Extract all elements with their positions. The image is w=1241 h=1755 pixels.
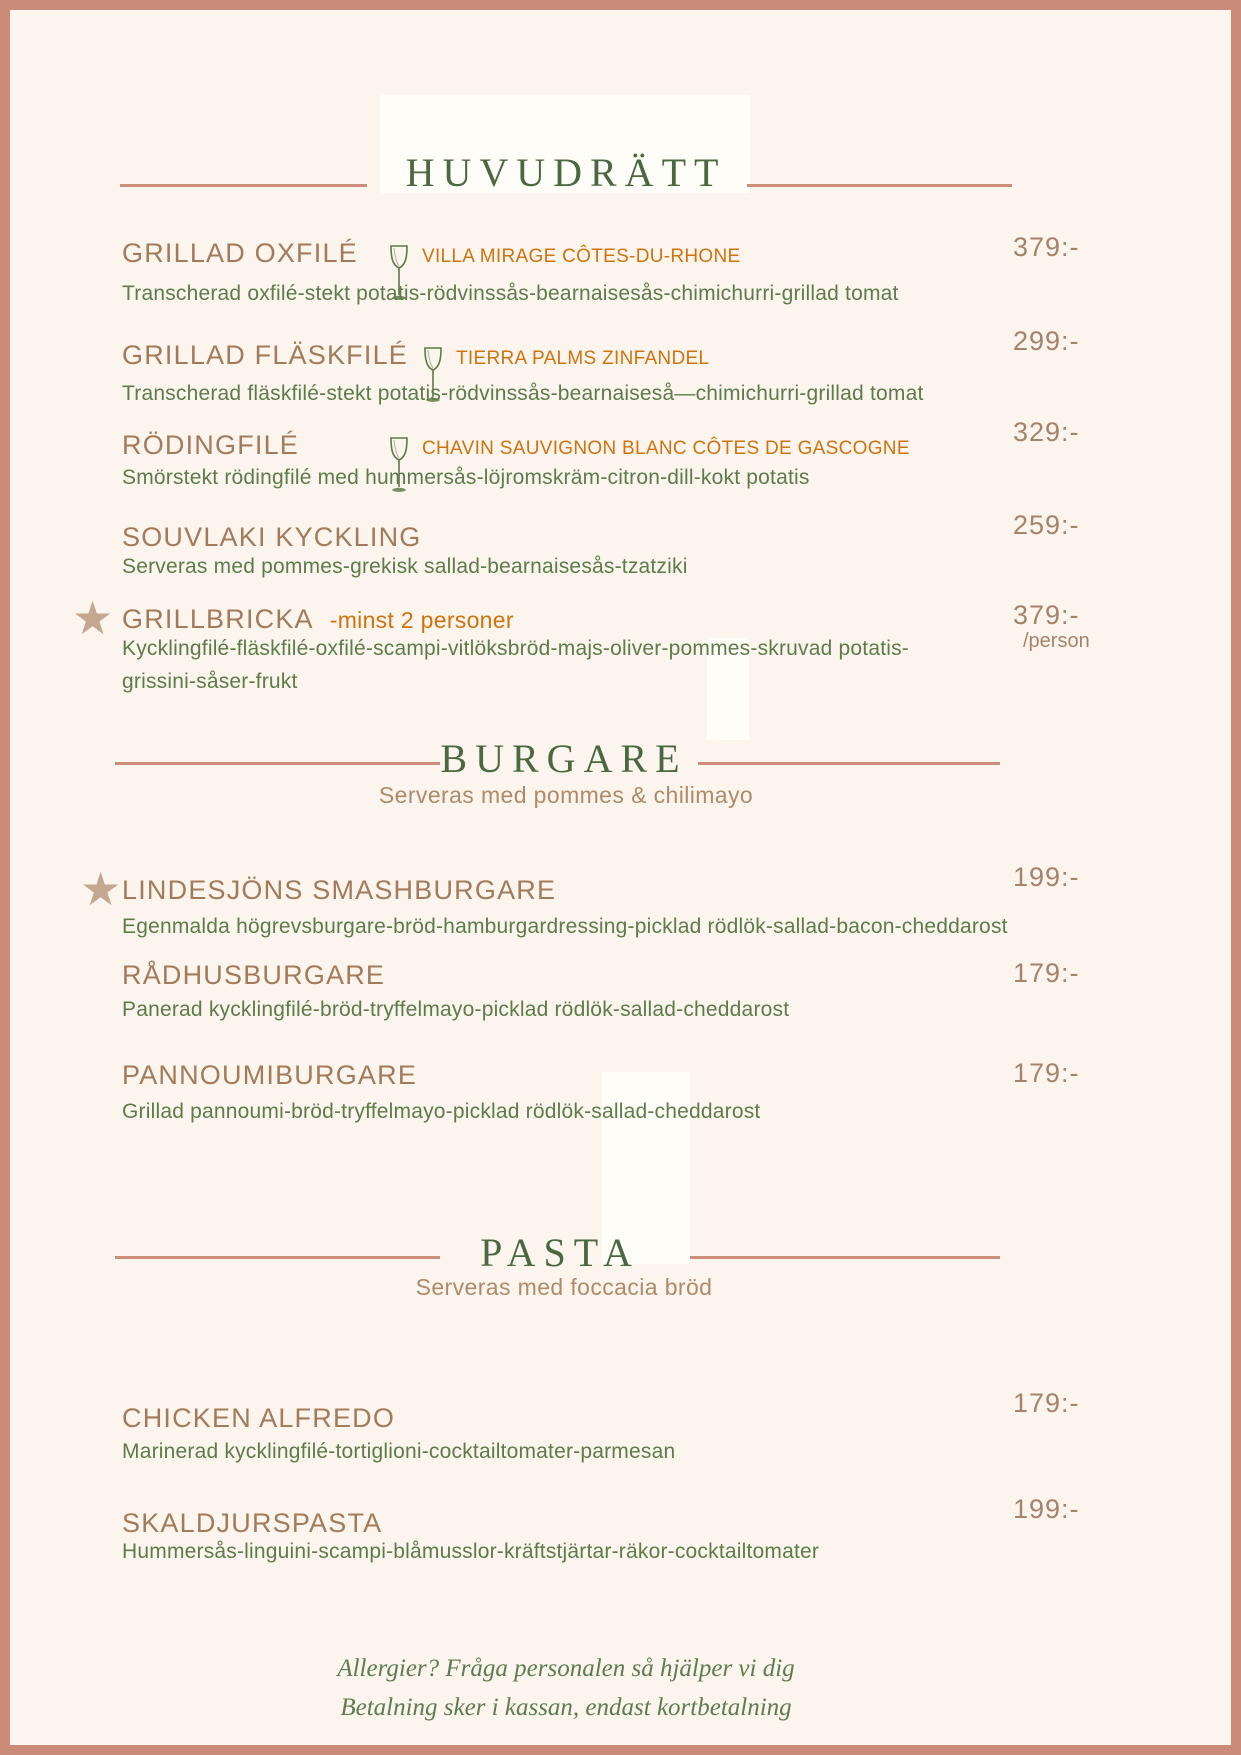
heading-line-right [747, 184, 1012, 187]
price-unit: /person [1023, 630, 1090, 652]
heading-line-right [690, 1256, 1000, 1259]
item-title-row [122, 604, 514, 635]
item-price: 199:- [1013, 862, 1080, 892]
item-price: 379:- [1013, 232, 1080, 262]
item-name: LINDESJÖNS SMASHBURGARE [122, 875, 557, 905]
item-price: 199:- [1013, 1494, 1080, 1524]
item-name: SKALDJURSPASTA [122, 1508, 383, 1538]
section-title-pasta: PASTA [480, 1230, 640, 1275]
item-title-row [122, 1508, 382, 1539]
item-description: Marinerad kycklingfilé-tortiglioni-cocktailtomater-parmesan [122, 1440, 676, 1463]
item-description-line2: grissini-såser-frukt [122, 670, 298, 693]
wine-pairing: TIERRA PALMS ZINFANDEL [456, 348, 710, 369]
item-description: Smörstekt rödingfilé med hummersås-löjromskräm-citron-dill-kokt potatis [122, 466, 810, 489]
item-price: 379:- [1013, 600, 1080, 630]
item-title-row [122, 960, 385, 991]
item-name: RÅDHUSBURGARE [122, 960, 386, 990]
item-title-row [122, 1060, 417, 1091]
item-price: 179:- [1013, 1058, 1080, 1088]
heading-line-left [120, 184, 367, 187]
item-note: -minst 2 personer [329, 607, 514, 633]
item-description: Transcherad fläskfilé-stekt potatis-rödvinssås-bearnaiseså—chimichurri-grillad tomat [122, 382, 924, 405]
item-name: GRILLBRICKA [122, 604, 314, 634]
item-name: RÖDINGFILÉ [122, 430, 300, 460]
item-description: Egenmalda högrevsburgare-bröd-hamburgardressing-picklad rödlök-sallad-bacon-cheddarost [122, 915, 1008, 938]
footer-allergy-note: Allergier? Fråga personalen så hjälper vi dig [337, 1655, 795, 1682]
item-name: CHICKEN ALFREDO [122, 1403, 396, 1433]
section-title-burgare: BURGARE [440, 736, 688, 781]
footer-payment-note: Betalning sker i kassan, endast kortbetalning [340, 1694, 792, 1721]
item-price: 179:- [1013, 958, 1080, 988]
item-name: GRILLAD OXFILÉ [122, 238, 358, 268]
wine-pairing: CHAVIN SAUVIGNON BLANC CÔTES DE GASCOGNE [422, 438, 910, 459]
item-title-row [122, 1403, 395, 1434]
item-description: Hummersås-linguini-scampi-blåmusslor-kräftstjärtar-räkor-cocktailtomater [122, 1540, 820, 1563]
item-price: 179:- [1013, 1388, 1080, 1418]
item-description: Serveras med pommes-grekisk sallad-bearnaisesås-tzatziki [122, 555, 688, 578]
wine-pairing: VILLA MIRAGE CÔTES-DU-RHONE [422, 246, 741, 267]
section-subtitle: Serveras med foccacia bröd [415, 1274, 713, 1300]
item-name: GRILLAD FLÄSKFILÉ [122, 340, 408, 370]
heading-line-left [115, 762, 440, 765]
item-price: 259:- [1013, 510, 1080, 540]
section-title-huvudratt: HUVUDRÄTT [405, 150, 727, 195]
item-title-row [122, 875, 556, 906]
item-name: SOUVLAKI KYCKLING [122, 522, 422, 552]
item-description: Grillad pannoumi-bröd-tryffelmayo-picklad rödlök-sallad-cheddarost [122, 1100, 761, 1123]
item-name: PANNOUMIBURGARE [122, 1060, 418, 1090]
heading-line-right [698, 762, 1000, 765]
item-price: 299:- [1013, 326, 1080, 356]
item-title-row [122, 522, 422, 553]
star-icon: ★ [72, 592, 114, 644]
item-description: Transcherad oxfilé-stekt potatis-rödvinssås-bearnaisesås-chimichurri-grillad tomat [122, 282, 899, 305]
section-subtitle: Serveras med pommes & chilimayo [378, 782, 754, 808]
item-price: 329:- [1013, 417, 1080, 447]
heading-line-left [115, 1256, 440, 1259]
item-description: Panerad kycklingfilé-bröd-tryffelmayo-picklad rödlök-sallad-cheddarost [122, 998, 790, 1021]
star-icon: ★ [80, 863, 122, 915]
item-description: Kycklingfilé-fläskfilé-oxfilé-scampi-vitlöksbröd-majs-oliver-pommes-skruvad potatis- [122, 637, 910, 660]
